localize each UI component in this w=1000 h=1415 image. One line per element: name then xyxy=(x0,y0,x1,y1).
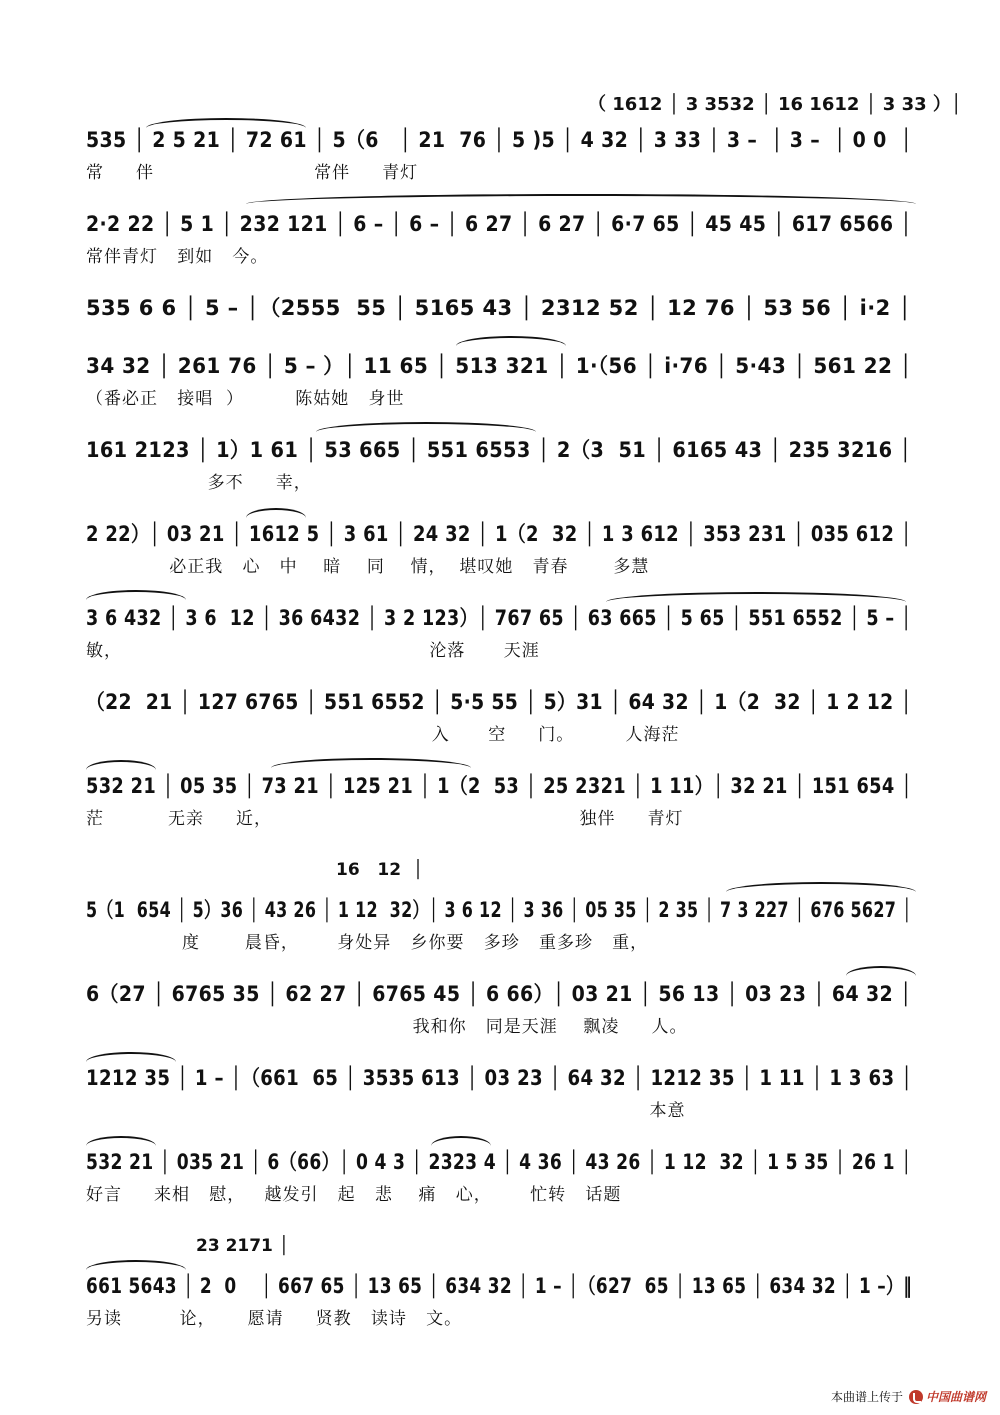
lyrics-line: 另读 论， 愿请 贤教 读诗 文。 xyxy=(86,1309,463,1329)
lyrics-line: 好言 来相 慰， 越发引 起 悲 痛 心， 忙转 话题 xyxy=(86,1185,622,1205)
notation-line: （22 21 │ 127 6765 │ 551 6552 │ 5·5 55 │ 5）31 │ 64 32 │ 1（2 32 │ 1 2 12 │ xyxy=(86,690,913,714)
slur xyxy=(726,882,916,892)
notation-line: 532 21 │ 05 35 │ 73 21 │ 125 21 │ 1（2 53 │ 25 2321 │ 1 11）│ 32 21 │ 151 654 │ xyxy=(86,774,913,798)
notation-line: 6（27 │ 6765 35 │ 62 27 │ 6765 45 │ 6 66）│ 03 21 │ 56 13 │ 03 23 │ 64 32 │ xyxy=(86,982,912,1006)
lyrics-line: 必正我 心 中 暗 同 情， 堪叹她 青春 多慧 xyxy=(86,557,650,577)
notation-line: 3 6 432 │ 3 6 12 │ 36 6432 │ 3 2 123）│ 767 65 │ 63 665 │ 5 65 │ 551 6552 │ 5 – │ xyxy=(86,606,912,630)
stave-2 xyxy=(86,208,916,278)
lyrics-line: 敏， 沦落 天涯 xyxy=(86,641,540,661)
slur xyxy=(86,1260,186,1270)
stave-7 xyxy=(86,602,916,672)
lyrics-line: （番必正 接唱 ） 陈姑她 身世 xyxy=(86,389,405,409)
slur xyxy=(86,760,156,770)
lyrics-line: 我和你 同是天涯 飘凌 人。 xyxy=(86,1017,688,1037)
stave-8 xyxy=(86,686,916,756)
stave-9 xyxy=(86,770,916,840)
notation-line: 2 22）│ 03 21 │ 1612 5 │ 3 61 │ 24 32 │ 1（2 32 │ 1 3 612 │ 353 231 │ 035 612 │ xyxy=(86,522,912,546)
site-logo[interactable] xyxy=(909,1387,986,1407)
ossia-upper: 16 12 │ xyxy=(336,860,424,880)
slur xyxy=(86,1136,156,1146)
notation-line: 34 32 │ 261 76 │ 5 – ）│ 11 65 │ 513 321 │ 1·（56 │ i·76 │ 5·43 │ 561 22 │ xyxy=(86,354,913,378)
stave-4 xyxy=(86,350,916,420)
logo-text: 中国曲谱网 xyxy=(925,1390,986,1404)
footer xyxy=(831,1387,986,1407)
notation-line: 5（1 654 │ 5）36 │ 43 26 │ 1 12 32）│ 3 6 12 │ 3 36 │ 05 35 │ 2 35 │ 7 3 227 │ 676 5627 │ xyxy=(86,898,912,922)
lyrics-line: 本意 xyxy=(86,1101,686,1121)
ossia-lower: 23 2171 │ xyxy=(196,1236,290,1256)
slur xyxy=(86,1052,176,1062)
slur xyxy=(846,966,916,976)
slur xyxy=(146,118,306,128)
stave-10 xyxy=(86,894,916,964)
lyrics-line: 常 伴 常伴 青灯 xyxy=(86,163,419,183)
notation-line: 535 6 6 │ 5 – │（2555 55 │ 5165 43 │ 2312 52 │ 12 76 │ 53 56 │ i·2 │ xyxy=(86,296,912,320)
slur xyxy=(271,758,471,768)
lyrics-line: 入 空 门。 人海茫 xyxy=(86,725,680,745)
slur xyxy=(606,592,906,602)
slur xyxy=(86,590,186,600)
stave-6 xyxy=(86,518,916,588)
notation-line: 661 5643 │ 2 0 │ 667 65 │ 13 65 │ 634 32 │ 1 – │（627 65 │ 13 65 │ 634 32 │ 1 –）‖ xyxy=(86,1274,913,1298)
slur xyxy=(246,508,306,518)
slur xyxy=(431,1136,491,1146)
notation-line: 532 21 │ 035 21 │ 6（66）│ 0 4 3 │ 2323 4 │ 4 36 │ 43 26 │ 1 12 32 │ 1 5 35 │ 26 1 │ xyxy=(86,1150,912,1174)
notation-line: 535 │ 2 5 21 │ 72 61 │ 5（6 │ 21 76 │ 5 )5 │ 4 32 │ 3 33 │ 3 – │ 3 – │ 0 0 │ xyxy=(86,128,913,152)
notation-line: 2·2 22 │ 5 1 │ 232 121 │ 6 – │ 6 – │ 6 27 │ 6 27 │ 6·7 65 │ 45 45 │ 617 6566 │ xyxy=(86,212,913,236)
lyrics-line: 度 晨昏， 身处异 乡你要 多珍 重多珍 重， xyxy=(86,933,649,953)
upload-text: 本曲谱上传于 xyxy=(830,1390,903,1404)
lyrics-line: 常伴青灯 到如 今。 xyxy=(86,247,269,267)
stave-5 xyxy=(86,434,916,504)
logo-icon xyxy=(909,1390,923,1404)
slur xyxy=(316,422,536,432)
stave-14 xyxy=(86,1270,916,1340)
lyrics-line: 多不 幸， xyxy=(86,473,312,493)
stave-11 xyxy=(86,978,916,1048)
notation-line: 161 2123 │ 1）1 61 │ 53 665 │ 551 6553 │ 2（3 51 │ 6165 43 │ 235 3216 │ xyxy=(86,438,912,462)
notation-line: 1212 35 │ 1 – │（661 65 │ 3535 613 │ 03 23 │ 64 32 │ 1212 35 │ 1 11 │ 1 3 63 │ xyxy=(86,1066,913,1090)
slur xyxy=(246,194,916,204)
stave-1 xyxy=(86,124,916,194)
stave-12 xyxy=(86,1062,916,1132)
lyrics-line: 茫 无亲 近， 独伴 青灯 xyxy=(86,809,684,829)
intro-line: （ 1612 │ 3 3532 │ 16 1612 │ 3 33 ）│ xyxy=(588,94,962,115)
stave-13 xyxy=(86,1146,916,1216)
